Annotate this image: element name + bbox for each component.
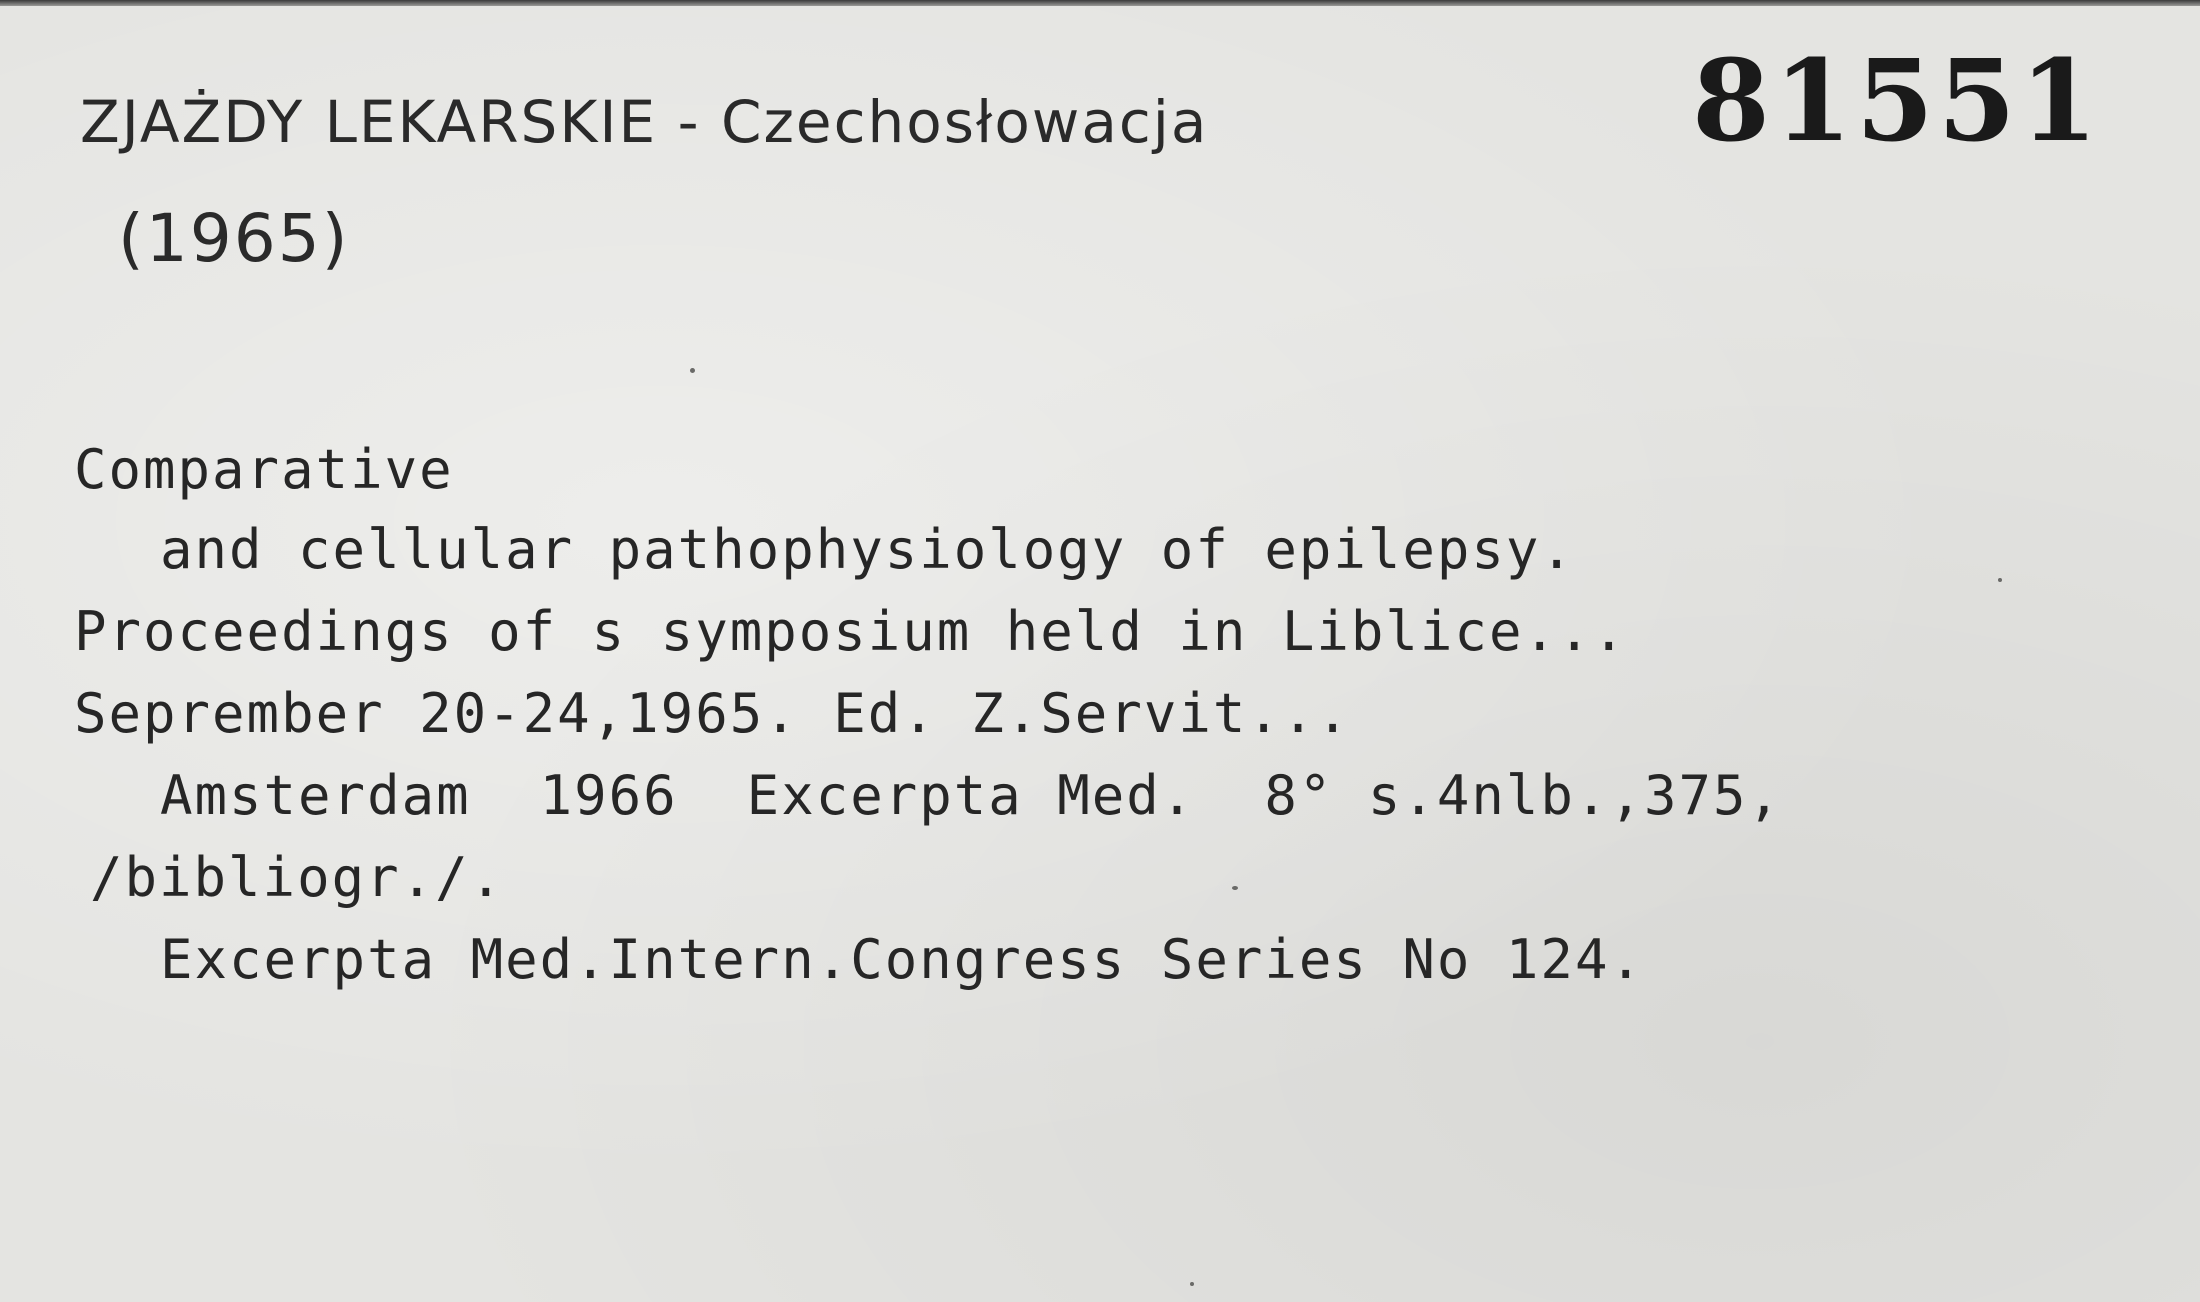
paper-speck [1998, 578, 2002, 582]
paper-speck [1190, 1282, 1194, 1286]
paper-speck [690, 368, 695, 373]
entry-line-bibliography: /bibliogr./. [90, 846, 505, 909]
entry-line-imprint: Amsterdam 1966 Excerpta Med. 8° s.4nlb.,375, [160, 764, 1783, 827]
subject-heading: ZJAŻDY LEKARSKIE - Czechosłowacja [80, 88, 1209, 156]
entry-line-date-editor: Seprember 20-24,1965. Ed. Z.Servit... [74, 682, 1351, 745]
subject-year: (1965) [118, 200, 350, 277]
card-top-edge [0, 0, 2200, 6]
entry-line-title: Comparative [74, 438, 454, 501]
entry-line-series: Excerpta Med.Intern.Congress Series No 124. [160, 928, 1644, 991]
entry-line-title-cont: and cellular pathophysiology of epilepsy. [160, 518, 1575, 581]
entry-line-proceedings: Proceedings of s symposium held in Liblice... [74, 600, 1627, 663]
card-number: 81551 [1692, 36, 2102, 167]
paper-speck [1232, 886, 1238, 890]
